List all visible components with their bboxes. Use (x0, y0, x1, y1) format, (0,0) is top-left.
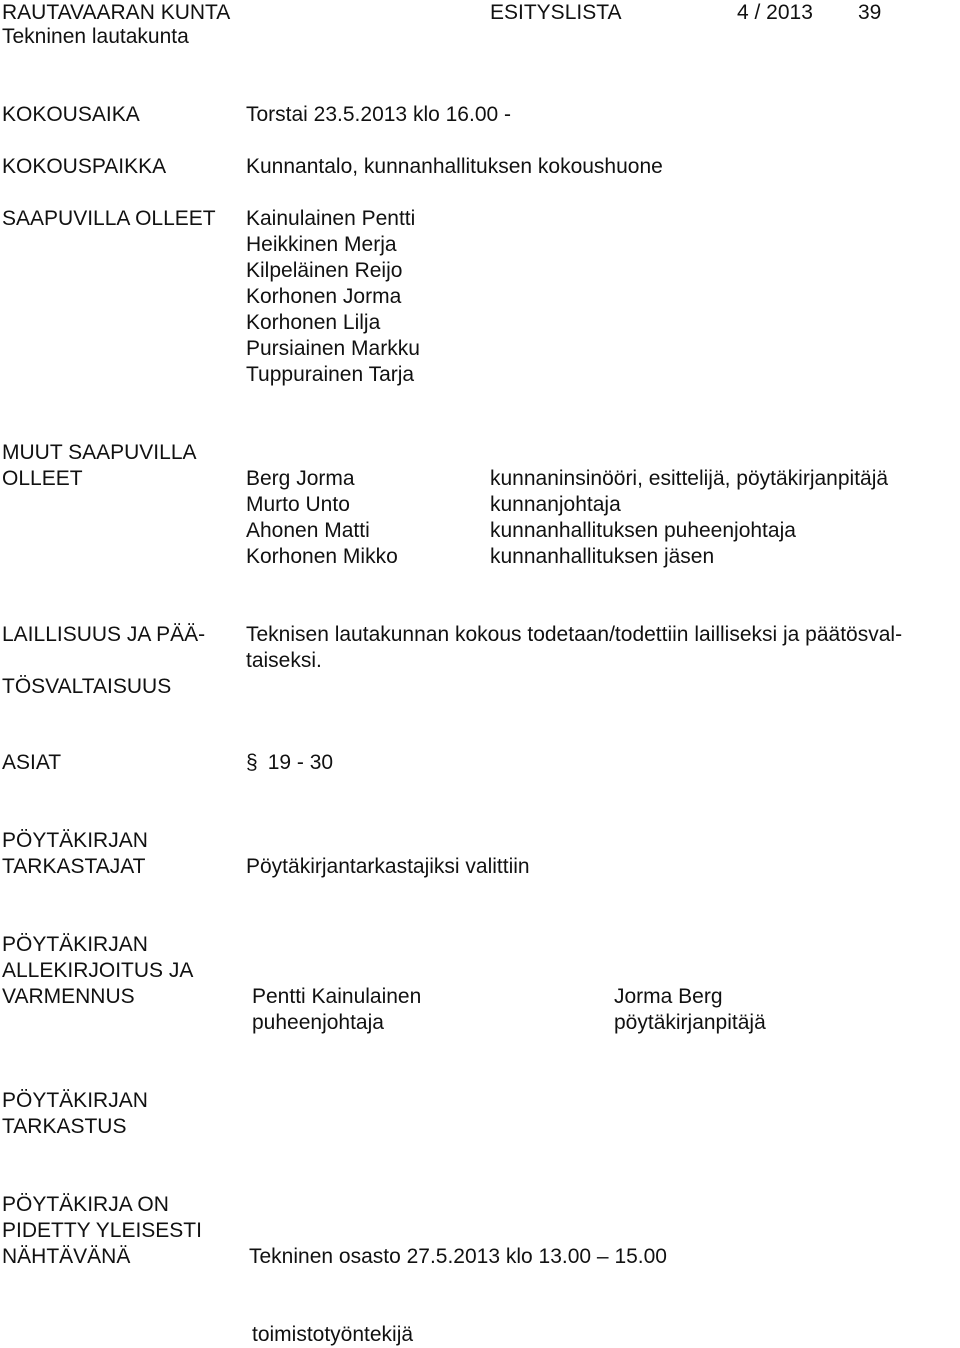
legality-text-line2: taiseksi. (246, 649, 322, 672)
person-role: kunnanjohtaja (490, 493, 621, 516)
person-role: kunnanhallituksen jäsen (490, 545, 715, 568)
inspectors-label-line2: TARKASTAJAT (2, 855, 146, 878)
others-present-roles (490, 466, 888, 570)
chair-name: Pentti Kainulainen (252, 985, 422, 1008)
matters-range: 19 - 30 (267, 751, 334, 774)
list-item: Pursiainen Markku (246, 337, 420, 360)
others-present-names (246, 466, 398, 570)
present-label: SAAPUVILLA OLLEET (2, 207, 216, 230)
meeting-place-value: Kunnantalo, kunnanhallituksen kokoushuone (246, 155, 663, 178)
matters-label: ASIAT (2, 751, 62, 774)
public-display-label-line1: PÖYTÄKIRJA ON (2, 1193, 169, 1216)
chair-title: puheenjohtaja (252, 1011, 384, 1034)
person-name: Ahonen Matti (246, 519, 370, 542)
others-present-label-line2: OLLEET (2, 467, 83, 490)
person-name: Berg Jorma (246, 467, 355, 490)
person-role: kunnaninsinööri, esittelijä, pöytäkirjanpitäjä (490, 467, 889, 490)
meeting-time-value: Torstai 23.5.2013 klo 16.00 - (246, 103, 512, 126)
secretary-title: pöytäkirjanpitäjä (614, 1011, 766, 1034)
person-role: kunnanhallituksen puheenjohtaja (490, 519, 796, 542)
public-display-label-line2: PIDETTY YLEISESTI (2, 1219, 202, 1242)
secretary-name: Jorma Berg (614, 985, 723, 1008)
document-type: ESITYSLISTA (490, 1, 622, 24)
legality-label-line1: LAILLISUUS JA PÄÄ- (2, 623, 206, 646)
page-number: 39 (858, 1, 882, 24)
committee-name: Tekninen lautakunta (2, 25, 189, 48)
issue-number: 4 / 2013 (737, 1, 813, 24)
review-label-line1: PÖYTÄKIRJAN (2, 1089, 148, 1112)
list-item: Korhonen Jorma (246, 285, 402, 308)
list-item: Heikkinen Merja (246, 233, 397, 256)
public-display-label-line3: NÄHTÄVÄNÄ (2, 1245, 131, 1268)
list-item: Korhonen Lilja (246, 311, 381, 334)
list-item: Kainulainen Pentti (246, 207, 416, 230)
others-present-label-line1: MUUT SAAPUVILLA (2, 441, 197, 464)
meeting-time-label: KOKOUSAIKA (2, 103, 140, 126)
meeting-place-label: KOKOUSPAIKKA (2, 155, 167, 178)
person-name: Murto Unto (246, 493, 350, 516)
signer-title: toimistotyöntekijä (252, 1323, 414, 1346)
legality-label-line2: TÖSVALTAISUUS (2, 675, 172, 698)
person-name: Korhonen Mikko (246, 545, 398, 568)
inspectors-text: Pöytäkirjantarkastajiksi valittiin (246, 855, 530, 878)
list-item: Tuppurainen Tarja (246, 363, 415, 386)
signatures-label-line2: ALLEKIRJOITUS JA (2, 959, 194, 982)
list-item: Kilpeläinen Reijo (246, 259, 403, 282)
public-display-value: Tekninen osasto 27.5.2013 klo 13.00 – 15.00 (249, 1245, 667, 1268)
signatures-label-line3: VARMENNUS (2, 985, 135, 1008)
signatures-label-line1: PÖYTÄKIRJAN (2, 933, 148, 956)
section-symbol: § (246, 751, 258, 774)
municipality-name: RAUTAVAARAN KUNTA (2, 1, 231, 24)
review-label-line2: TARKASTUS (2, 1115, 127, 1138)
present-members-list (246, 206, 420, 388)
inspectors-label-line1: PÖYTÄKIRJAN (2, 829, 148, 852)
legality-text-line1: Teknisen lautakunnan kokous todetaan/todettiin lailliseksi ja päätösval- (246, 623, 903, 646)
matters-value (246, 750, 333, 776)
